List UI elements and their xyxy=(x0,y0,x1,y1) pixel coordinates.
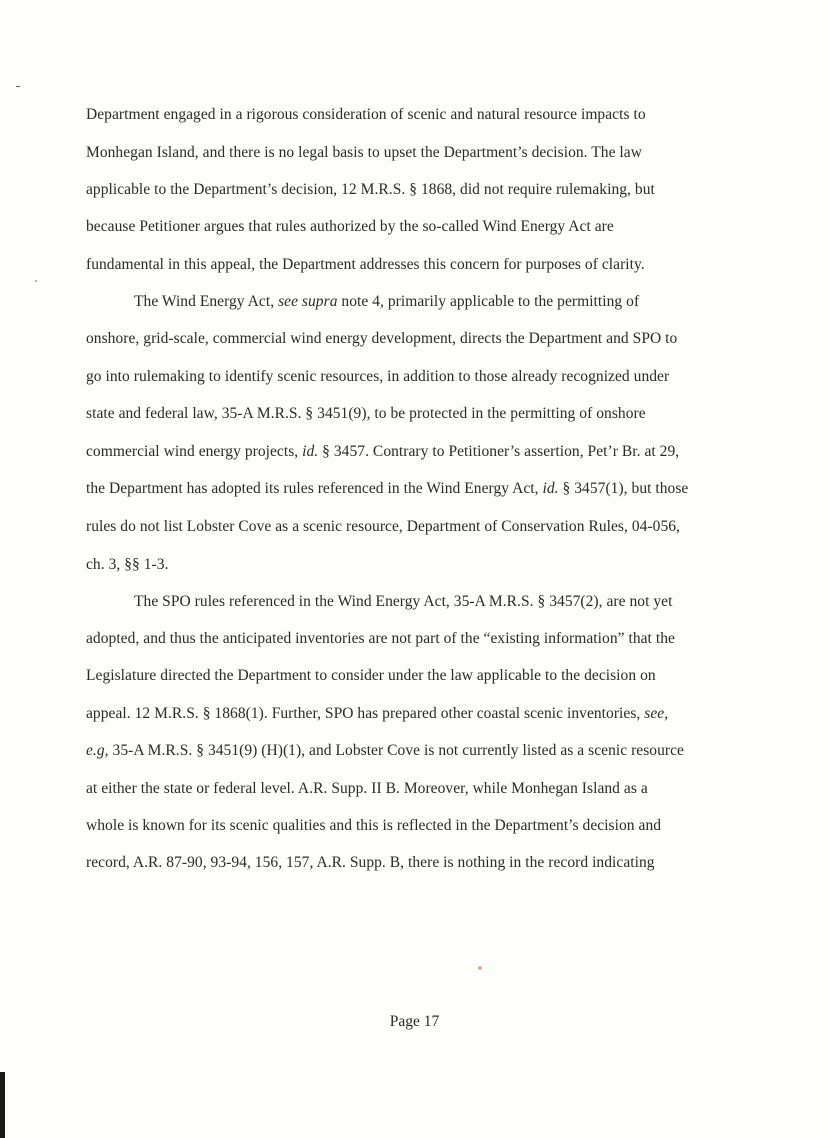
text-line: adopted, and thus the anticipated inventories are not part of the “existing information” that the xyxy=(86,630,675,647)
text-line: whole is known for its scenic qualities and this is reflected in the Department’s decision and xyxy=(86,817,662,834)
text-line: e.g, 35-A M.R.S. § 3451(9) (H)(1), and Lobster Cove is not currently listed as a scenic resource xyxy=(86,742,684,759)
text-line: Legislature directed the Department to consider under the law applicable to the decision on xyxy=(86,667,656,684)
text-line: The SPO rules referenced in the Wind Energy Act, 35-A M.R.S. § 3457(2), are not yet xyxy=(134,593,673,610)
text-line: at either the state or federal level. A.R. Supp. II B. Moreover, while Monhegan Island as a xyxy=(86,780,648,797)
scan-speck xyxy=(478,966,482,970)
text-line: applicable to the Department’s decision, 12 M.R.S. § 1868, did not require rulemaking, but xyxy=(86,181,655,198)
scan-speck xyxy=(35,280,37,282)
text-line: the Department has adopted its rules referenced in the Wind Energy Act, id. § 3457(1), but those xyxy=(86,480,689,497)
text-line: The Wind Energy Act, see supra note 4, primarily applicable to the permitting of xyxy=(134,293,640,310)
text-line: appeal. 12 M.R.S. § 1868(1). Further, SPO has prepared other coastal scenic inventories, see, xyxy=(86,705,669,722)
text-line: fundamental in this appeal, the Department addresses this concern for purposes of clarity. xyxy=(86,256,645,273)
page-number: Page 17 xyxy=(389,1013,440,1030)
scan-edge-mark xyxy=(16,86,20,87)
text-line: ch. 3, §§ 1-3. xyxy=(86,556,169,573)
text-line: onshore, grid-scale, commercial wind energy development, directs the Department and SPO to xyxy=(86,330,678,347)
text-line: because Petitioner argues that rules authorized by the so-called Wind Energy Act are xyxy=(86,218,614,235)
text-line: commercial wind energy projects, id. § 3457. Contrary to Petitioner’s assertion, Pet’r Br. at 29, xyxy=(86,443,680,460)
text-line: state and federal law, 35-A M.R.S. § 3451(9), to be protected in the permitting of onshore xyxy=(86,405,646,422)
text-line: go into rulemaking to identify scenic resources, in addition to those already recognized under xyxy=(86,368,670,385)
text-line: record, A.R. 87-90, 93-94, 156, 157, A.R. Supp. B, there is nothing in the record indicating xyxy=(86,854,655,871)
text-line: rules do not list Lobster Cove as a scenic resource, Department of Conservation Rules, 04-056, xyxy=(86,518,680,535)
text-line: Monhegan Island, and there is no legal basis to upset the Department’s decision. The law xyxy=(86,144,642,161)
scan-edge-mark xyxy=(0,1072,5,1138)
text-line: Department engaged in a rigorous consideration of scenic and natural resource impacts to xyxy=(86,106,646,123)
